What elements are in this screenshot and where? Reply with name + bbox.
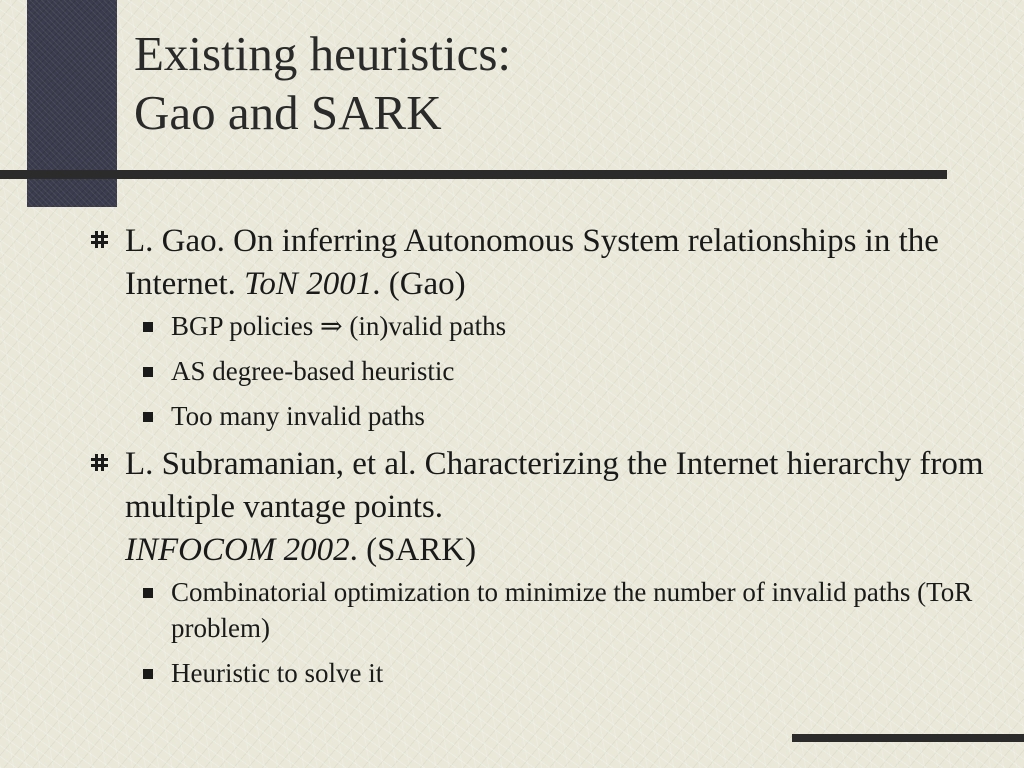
square-bullet-icon: [143, 322, 153, 332]
sub-bullet-heuristic: [90, 655, 990, 691]
footer-divider: [792, 734, 1024, 742]
sub-bullet-bgp-policies: [90, 308, 990, 344]
sub-bullet-text: BGP policies: [171, 311, 321, 341]
slide-title-line-2: Gao and SARK: [134, 85, 442, 140]
sub-bullet-text: (in)valid paths: [342, 311, 507, 341]
bullet-sark-venue: INFOCOM 2002: [125, 532, 350, 568]
sub-bullet-text: Heuristic to solve it: [171, 658, 384, 688]
hash-bullet-icon: [90, 230, 109, 249]
square-bullet-icon: [143, 669, 153, 679]
slide-title-line-1: Existing heuristics:: [134, 26, 511, 81]
bullet-gao: [90, 220, 990, 306]
bullet-gao-text: L. Gao. On inferring Autonomous System relationships in the Internet.: [125, 223, 939, 302]
sub-bullet-text: AS degree-based heuristic: [171, 356, 455, 386]
sub-bullet-invalid-paths: [90, 398, 990, 434]
title-divider: [0, 170, 947, 179]
hash-bullet-icon: [90, 453, 109, 472]
implies-arrow-icon: ⇒: [320, 311, 343, 341]
sub-bullet-text: Combinatorial optimization to minimize the number of invalid paths (ToR problem): [171, 577, 973, 643]
bullet-gao-venue: ToN 2001: [244, 266, 373, 302]
square-bullet-icon: [143, 412, 153, 422]
slide-title: [134, 24, 511, 142]
square-bullet-icon: [143, 367, 153, 377]
bullet-sark-suffix: . (SARK): [349, 532, 477, 568]
sub-bullet-as-degree: [90, 353, 990, 389]
sub-bullet-combinatorial: [90, 574, 990, 646]
bullet-sark: [90, 443, 990, 572]
square-bullet-icon: [143, 588, 153, 598]
sub-bullet-text: Too many invalid paths: [171, 401, 425, 431]
slide-body: [90, 220, 990, 700]
bullet-gao-suffix: . (Gao): [372, 266, 466, 302]
bullet-sark-text: L. Subramanian, et al. Characterizing the Internet hierarchy from multiple vantage points.: [125, 446, 984, 525]
